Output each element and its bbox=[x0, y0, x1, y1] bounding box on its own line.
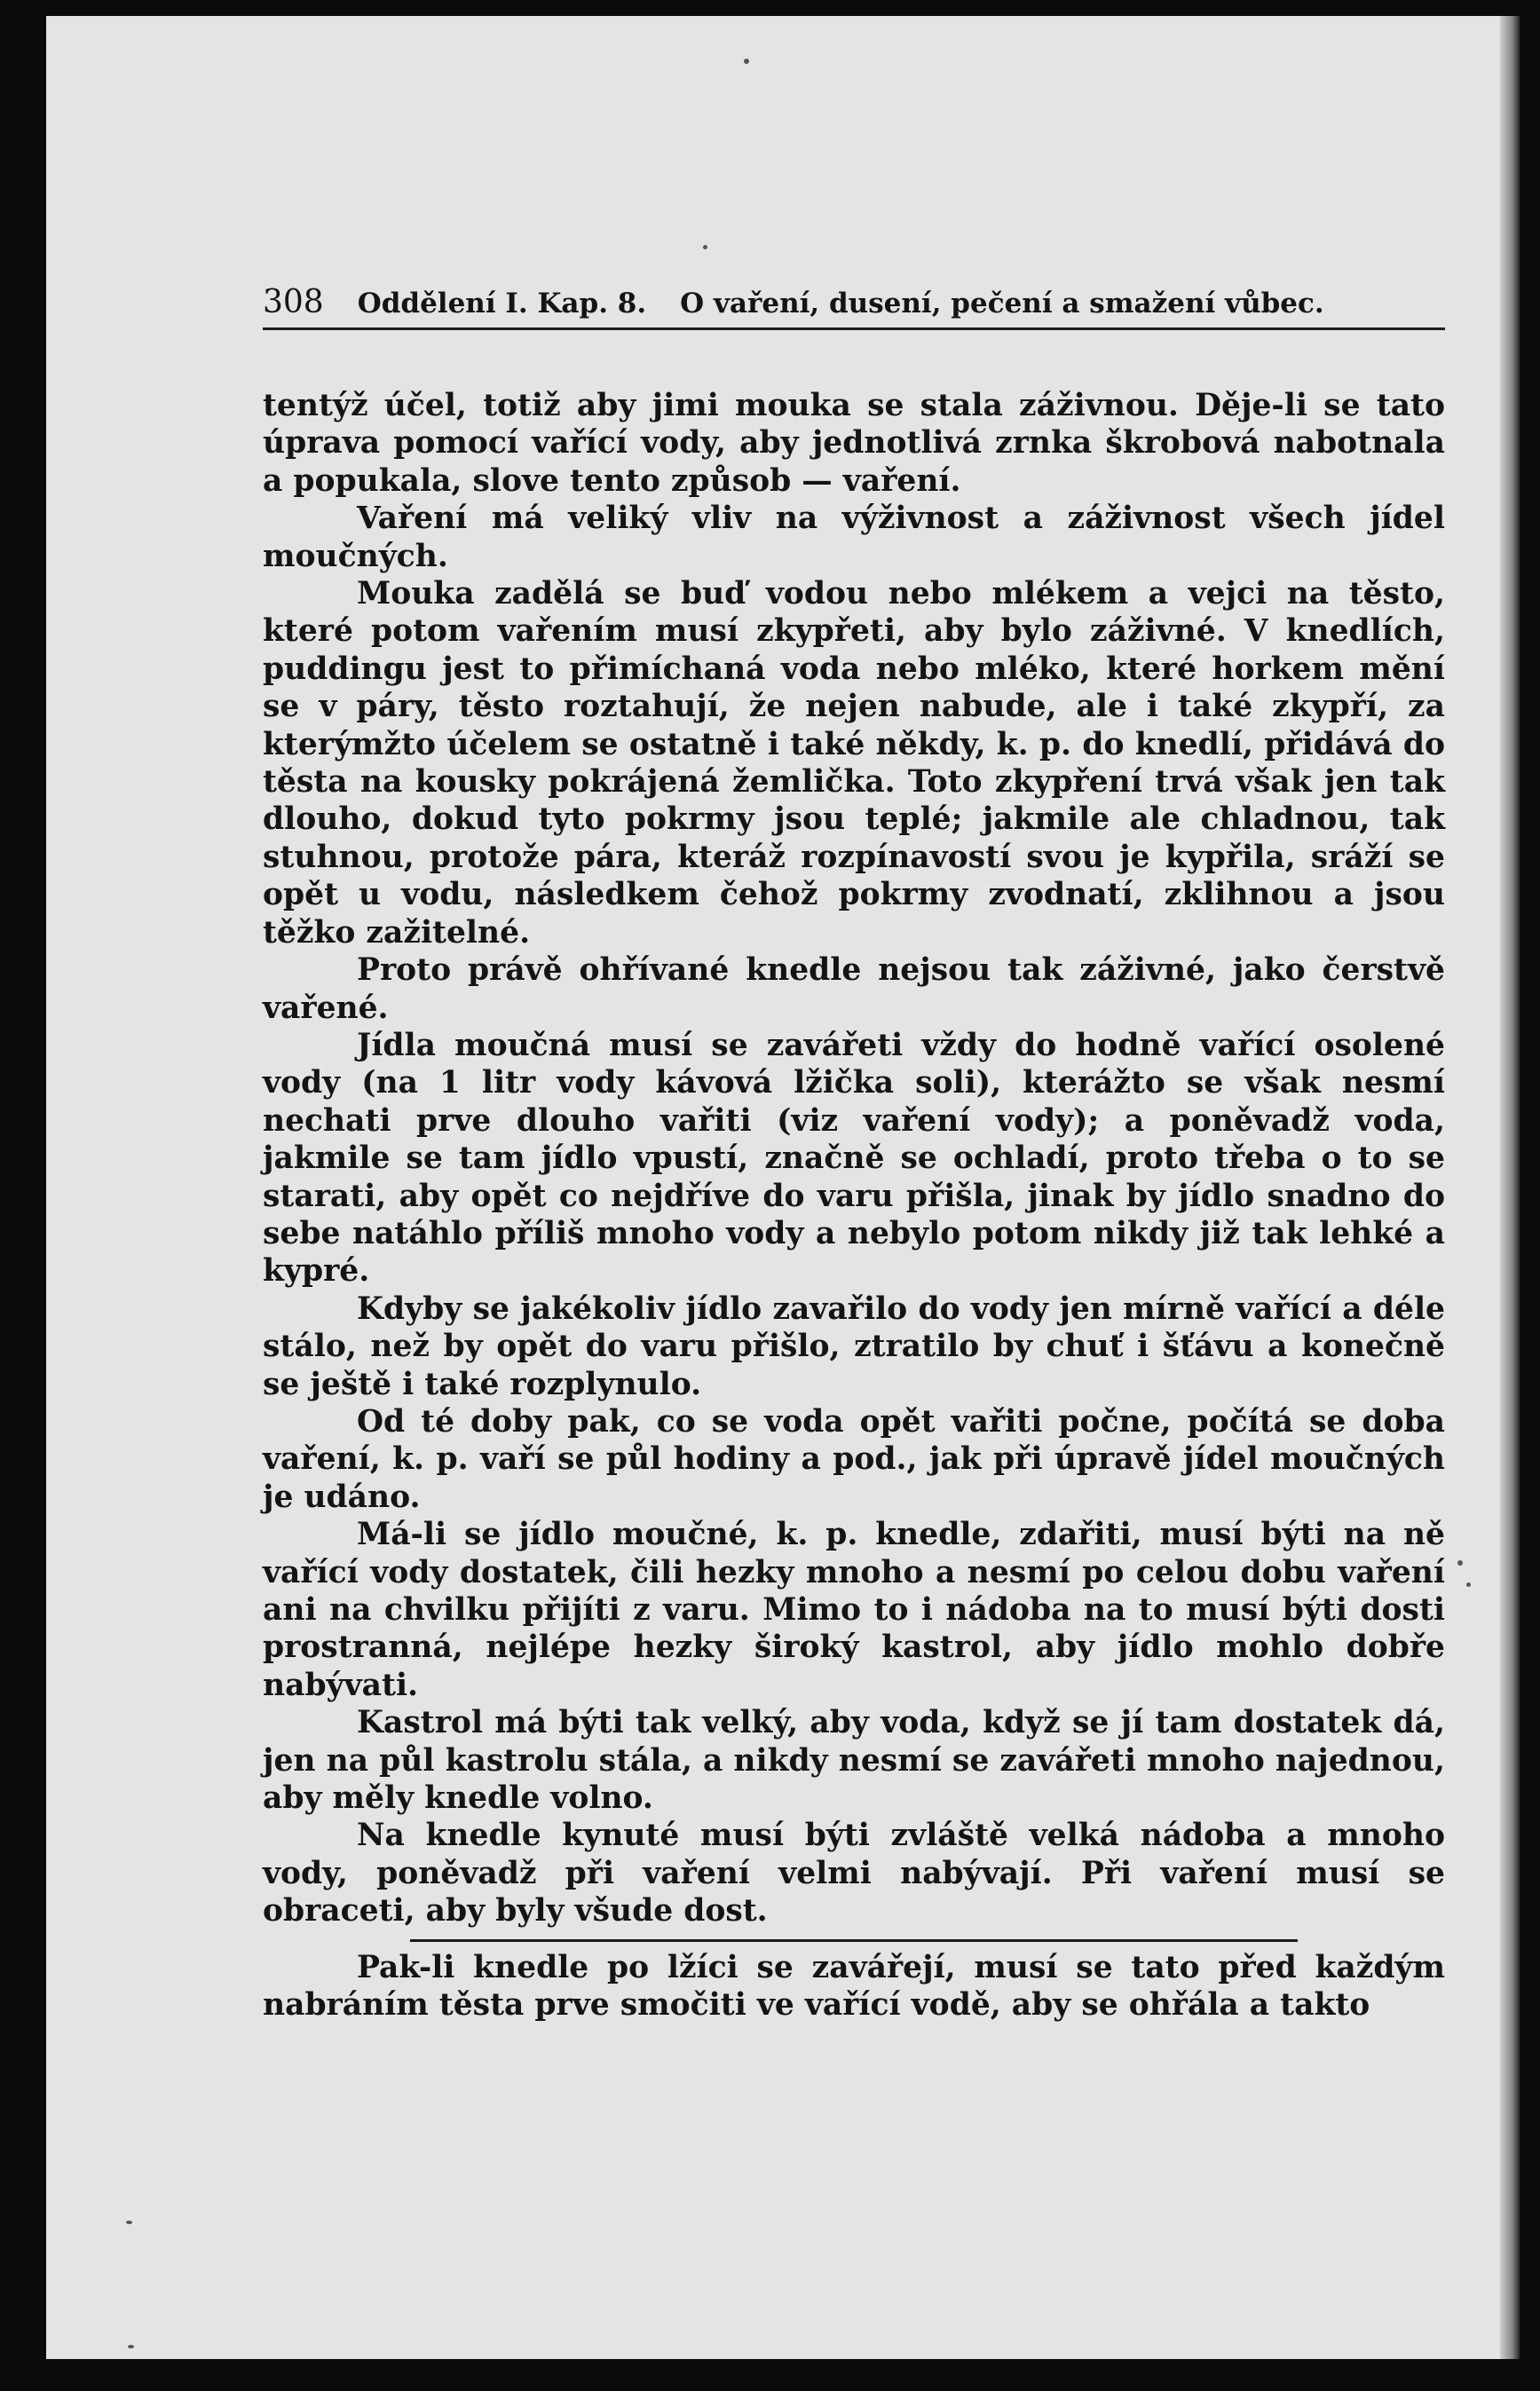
paragraph: Má-li se jídlo moučné, k. p. knedle, zdařiti, musí býti na ně vařící vody dostatek, čili hezky mnoho a nesmí po celou dobu vaření ani na chvilku přijíti z varu. Mimo to i nádoba na to musí býti dosti prostranná, nejlépe hezky široký kastrol, aby jídlo mohlo dobře nabývati. bbox=[263, 1517, 1445, 1703]
scan-edge bbox=[1500, 16, 1520, 2359]
running-header bbox=[263, 284, 1445, 330]
scan-speck bbox=[128, 2345, 134, 2348]
paragraph: Kastrol má býti tak velký, aby voda, když se jí tam dostatek dá, jen na půl kastrolu stála, a nikdy nesmí se zavářeti mnoho najednou, aby měly knedle volno. bbox=[263, 1705, 1445, 1817]
scan-speck bbox=[744, 59, 749, 64]
paragraph: Kdyby se jakékoliv jídlo zavařilo do vody jen mírně vařící a déle stálo, než by opět do varu přišlo, ztratilo by chuť i šťávu a konečně se ještě i také rozplynulo. bbox=[263, 1290, 1445, 1402]
scan-speck bbox=[703, 245, 707, 249]
paragraph-continued: tentýž účel, totiž aby jimi mouka se stala záživnou. Děje-li se tato úprava pomocí vařící vody, aby jednotlivá zrnka škrobová nabotnala a popukala, slove tento způsob — vaření. bbox=[263, 388, 1445, 499]
paragraph: Proto právě ohřívané knedle nejsou tak záživné, jako čerstvě vařené. bbox=[263, 952, 1445, 1026]
page-number: 308 bbox=[263, 284, 324, 320]
paragraph: Na knedle kynuté musí býti zvláště velká nádoba a mnoho vody, poněvadž při vaření velmi nabývají. Při vaření musí se obraceti, aby byly všude dost. bbox=[263, 1818, 1445, 1929]
book-page bbox=[46, 16, 1520, 2359]
scan-speck bbox=[126, 2221, 132, 2224]
section-label: Oddělení I. Kap. 8. bbox=[357, 288, 647, 320]
section-divider bbox=[410, 1939, 1298, 1942]
paragraph: Mouka zadělá se buď vodou nebo mlékem a vejci na těsto, které potom vařením musí zkypřeti, aby bylo záživné. V knedlích, puddingu jest to přimíchaná voda nebo mléko, které horkem mění se v páry, těsto roztahují, že nejen nabude, ale i také zkypří, za kterýmžto účelem se ostatně i také někdy, k. p. do knedlí, přidává do těsta na kousky pokrájená žemlička. Toto zkypření trvá však jen tak dlouho, dokud tyto pokrmy jsou teplé; jakmile ale chladnou, tak stuhnou, protože pára, kteráž rozpínavostí svou je kypřila, sráží se opět u vodu, následkem čehož pokrmy zvodnatí, zklihnou a jsou těžko zažitelné. bbox=[263, 576, 1445, 951]
paragraph: Vaření má veliký vliv na výživnost a záživnost všech jídel moučných. bbox=[263, 501, 1445, 574]
scan-speck bbox=[1457, 1560, 1463, 1566]
chapter-title: O vaření, dusení, pečení a smažení vůbec. bbox=[680, 288, 1324, 320]
paragraph-after-divider: Pak-li knedle po lžíci se zavářejí, musí se tato před každým nabráním těsta prve smočiti ve vařící vodě, aby se ohřála a takto bbox=[263, 1949, 1445, 2024]
scan-speck bbox=[1466, 1582, 1471, 1587]
paragraph: Od té doby pak, co se voda opět vařiti počne, počítá se doba vaření, k. p. vaří se půl hodiny a pod., jak při úpravě jídel moučných je udáno. bbox=[263, 1403, 1445, 1515]
paragraph: Jídla moučná musí se zavářeti vždy do hodně vařící osolené vody (na 1 litr vody kávová lžička soli), kterážto se však nesmí nechati prve dlouho vařiti (viz vaření vody); a poněvadž voda, jakmile se tam jídlo vpustí, značně se ochladí, proto třeba o to se starati, aby opět co nejdříve do varu přišla, jinak by jídlo snadno do sebe natáhlo příliš mnoho vody a nebylo potom nikdy již tak lehké a kypré. bbox=[263, 1027, 1445, 1290]
body-text bbox=[263, 387, 1445, 2024]
